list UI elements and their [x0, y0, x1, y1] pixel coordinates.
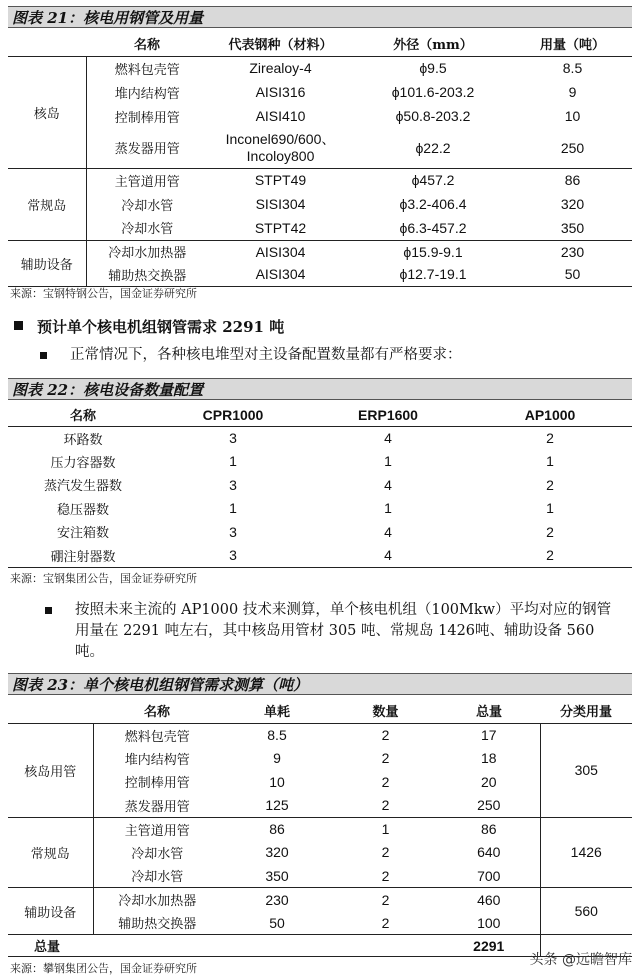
table23-title: 图表 23：单个核电机组钢管需求测算（吨） — [8, 673, 632, 695]
table-cell: 1 — [546, 500, 554, 517]
table-cell: Inconel690/600、Incoloy800 — [208, 128, 353, 168]
table-cell: AISI304 — [255, 266, 306, 283]
table22-source: 来源：宝钢集团公告，国金证券研究所 — [10, 572, 197, 585]
table-cell: ϕ12.7-19.1 — [399, 266, 467, 283]
table-cell: 8.5 — [267, 727, 287, 743]
table-cell: 硼注射器数 — [50, 549, 116, 565]
table-cell: 86 — [438, 817, 540, 841]
table-cell: 燃料包壳管 — [124, 729, 190, 745]
section-heading: 预计单个核电机组钢管需求 2291 吨 — [14, 316, 284, 337]
t23-total-label: 总量 — [34, 940, 61, 955]
table-cell: 86 — [269, 821, 285, 837]
table23-source: 来源：攀钢集团公告，国金证券研究所 — [10, 962, 197, 975]
table-cell: 环路数 — [63, 432, 103, 448]
t23-header-name: 名称 — [143, 705, 170, 721]
table-cell: 蒸发器用管 — [86, 128, 208, 168]
table-cell: 2 — [381, 844, 390, 861]
t23-subtotal-conventional: 1426 — [540, 817, 632, 888]
table-cell: 250 — [513, 128, 632, 168]
table-cell: 2 — [381, 773, 390, 790]
table-cell: AISI316 — [255, 84, 306, 100]
table21-title: 图表 21：核电用钢管及用量 — [8, 6, 632, 28]
table-cell: 230 — [265, 891, 289, 908]
table-cell: 主管道用管 — [124, 823, 190, 839]
table-cell: 1 — [381, 821, 390, 837]
table-cell: 冷却水加热器 — [118, 894, 197, 909]
table-cell: 4 — [384, 430, 392, 446]
table-cell: 17 — [438, 723, 540, 747]
table-cell: 冷却水管 — [131, 846, 184, 862]
table-cell: 2 — [381, 750, 390, 767]
table-cell: 冷却水管 — [86, 216, 208, 240]
table-cell: STPT42 — [208, 216, 353, 240]
t22-header-cpr1000: CPR1000 — [202, 406, 264, 423]
table-cell: 稳压器数 — [56, 502, 109, 518]
t21-group-auxiliary: 辅助设备 — [8, 240, 86, 286]
t23-group-auxiliary: 辅助设备 — [8, 888, 93, 935]
table-cell: 辅助热交换器 — [93, 911, 221, 935]
table-cell: 230 — [560, 243, 585, 260]
table-cell: 125 — [221, 794, 333, 818]
table-cell: ϕ9.5 — [419, 60, 447, 77]
table-cell: 320 — [265, 844, 289, 861]
t23-header-qty: 数量 — [372, 705, 399, 721]
t23-header-total: 总量 — [475, 705, 502, 721]
table-cell: 堆内结构管 — [114, 86, 180, 102]
table-cell: 安注箱数 — [56, 526, 109, 542]
table-cell: 2 — [546, 523, 554, 540]
watermark: 头条 @远瞻智库 — [529, 952, 632, 968]
table-cell: 2 — [546, 547, 554, 563]
table-cell: 2 — [546, 476, 554, 493]
table-cell: 主管道用管 — [114, 174, 180, 190]
table22-title: 图表 22：核电设备数量配置 — [8, 378, 632, 400]
table-cell: 控制棒用管 — [114, 110, 180, 126]
table21-source: 来源：宝钢特钢公告，国金证券研究所 — [10, 287, 197, 300]
table-cell: 冷却水管 — [93, 864, 221, 888]
table-cell: 50 — [564, 266, 581, 283]
bullet-paragraph-b: 按照未来主流的 AP1000 技术来测算，单个核电机组（100Mkw）平均对应的钢管用量在 2291 吨左右，其中核岛用管材 305 吨、常规岛 1426吨、辅助设备 560 吨。 — [75, 600, 625, 663]
bullet-square-icon — [14, 321, 23, 330]
table-cell: 冷却水加热器 — [108, 246, 187, 262]
table-cell: 2 — [381, 891, 390, 908]
table-cell: AISI304 — [255, 243, 306, 260]
table23 — [8, 699, 632, 957]
table21 — [8, 32, 632, 287]
table-cell: 10 — [269, 773, 285, 790]
t22-header-name: 名称 — [69, 409, 96, 425]
table-cell: 1 — [229, 500, 237, 517]
t22-header-erp1600: ERP1600 — [358, 406, 418, 423]
table-cell: SISI304 — [255, 196, 306, 212]
table-cell: 3 — [229, 547, 237, 563]
bullet-square-icon — [40, 352, 47, 359]
t21-header-amount: 用量（吨） — [539, 38, 605, 54]
table-cell: 1 — [546, 453, 554, 470]
t23-group-nuclear-island: 核岛用管 — [8, 723, 93, 817]
table-cell: 2 — [546, 430, 554, 446]
t23-header-unit: 单耗 — [263, 705, 290, 721]
table-cell: 控制棒用管 — [124, 776, 190, 792]
table-cell: 18 — [438, 747, 540, 771]
table-cell: 2 — [381, 727, 390, 743]
t21-header-name: 名称 — [133, 38, 160, 54]
table-cell: 4 — [384, 476, 392, 493]
table-cell: 3 — [229, 523, 237, 540]
table-cell: 10 — [564, 108, 581, 124]
table-cell: ϕ101.6-203.2 — [391, 84, 475, 100]
table-cell: 250 — [438, 794, 540, 818]
table-cell: ϕ50.8-203.2 — [395, 108, 471, 124]
table-cell: 蒸汽发生器数 — [43, 479, 122, 495]
table-cell: 2 — [333, 794, 438, 818]
table-cell: 1 — [384, 500, 392, 517]
t21-header-diameter: 外径（mm） — [393, 38, 473, 54]
t23-total-value: 2291 — [438, 935, 540, 957]
t21-group-conventional-island: 常规岛 — [8, 168, 86, 240]
table-cell: ϕ6.3-457.2 — [353, 216, 513, 240]
table-cell: 8.5 — [562, 60, 583, 77]
table-cell: 压力容器数 — [50, 455, 116, 471]
bullet-paragraph-a: 正常情况下，各种核电堆型对主设备配置数量都有严格要求： — [70, 345, 630, 366]
table-cell: 3 — [229, 430, 237, 446]
table-cell: 堆内结构管 — [124, 752, 190, 768]
table-cell: 100 — [438, 911, 540, 935]
table-cell: 9 — [273, 750, 281, 767]
table-cell: 2 — [333, 864, 438, 888]
t23-group-conventional-island: 常规岛 — [8, 817, 93, 888]
table-cell: ϕ3.2-406.4 — [399, 196, 467, 212]
table-cell: 86 — [564, 172, 581, 189]
table-cell: 4 — [384, 523, 392, 540]
table-cell: 320 — [560, 196, 585, 212]
table-cell: Zirealoy-4 — [249, 60, 312, 77]
table-cell: 9 — [568, 84, 577, 100]
t23-header-category: 分类用量 — [559, 705, 612, 721]
table-cell: 蒸发器用管 — [93, 794, 221, 818]
table-cell: ϕ22.2 — [353, 128, 513, 168]
t22-header-ap1000: AP1000 — [524, 406, 576, 423]
table-cell: 辅助热交换器 — [108, 268, 187, 284]
table-cell: 1 — [384, 453, 392, 470]
table-cell: 2 — [333, 911, 438, 935]
table-cell: 1 — [229, 453, 237, 470]
table-cell: ϕ15.9-9.1 — [403, 243, 463, 260]
table-cell: 50 — [221, 911, 333, 935]
t21-header-material: 代表钢种（材料） — [228, 38, 333, 54]
table-cell: 冷却水管 — [121, 198, 174, 214]
table-cell: 3 — [229, 476, 237, 493]
table-cell: 燃料包壳管 — [114, 62, 180, 78]
t23-subtotal-nuclear: 305 — [540, 723, 632, 817]
table-cell: 350 — [513, 216, 632, 240]
table-cell: AISI410 — [255, 108, 306, 124]
table-cell: ϕ457.2 — [411, 172, 455, 189]
table-cell: STPT49 — [254, 172, 307, 189]
table-cell: 700 — [438, 864, 540, 888]
table22 — [8, 404, 632, 568]
bullet-square-icon — [45, 607, 52, 614]
table-cell: 4 — [384, 547, 392, 563]
t21-group-nuclear-island: 核岛 — [8, 56, 86, 168]
table-cell: 20 — [438, 770, 540, 794]
table-cell: 640 — [438, 841, 540, 865]
t23-subtotal-auxiliary: 560 — [540, 888, 632, 935]
table-cell: 460 — [438, 888, 540, 912]
table-cell: 350 — [221, 864, 333, 888]
